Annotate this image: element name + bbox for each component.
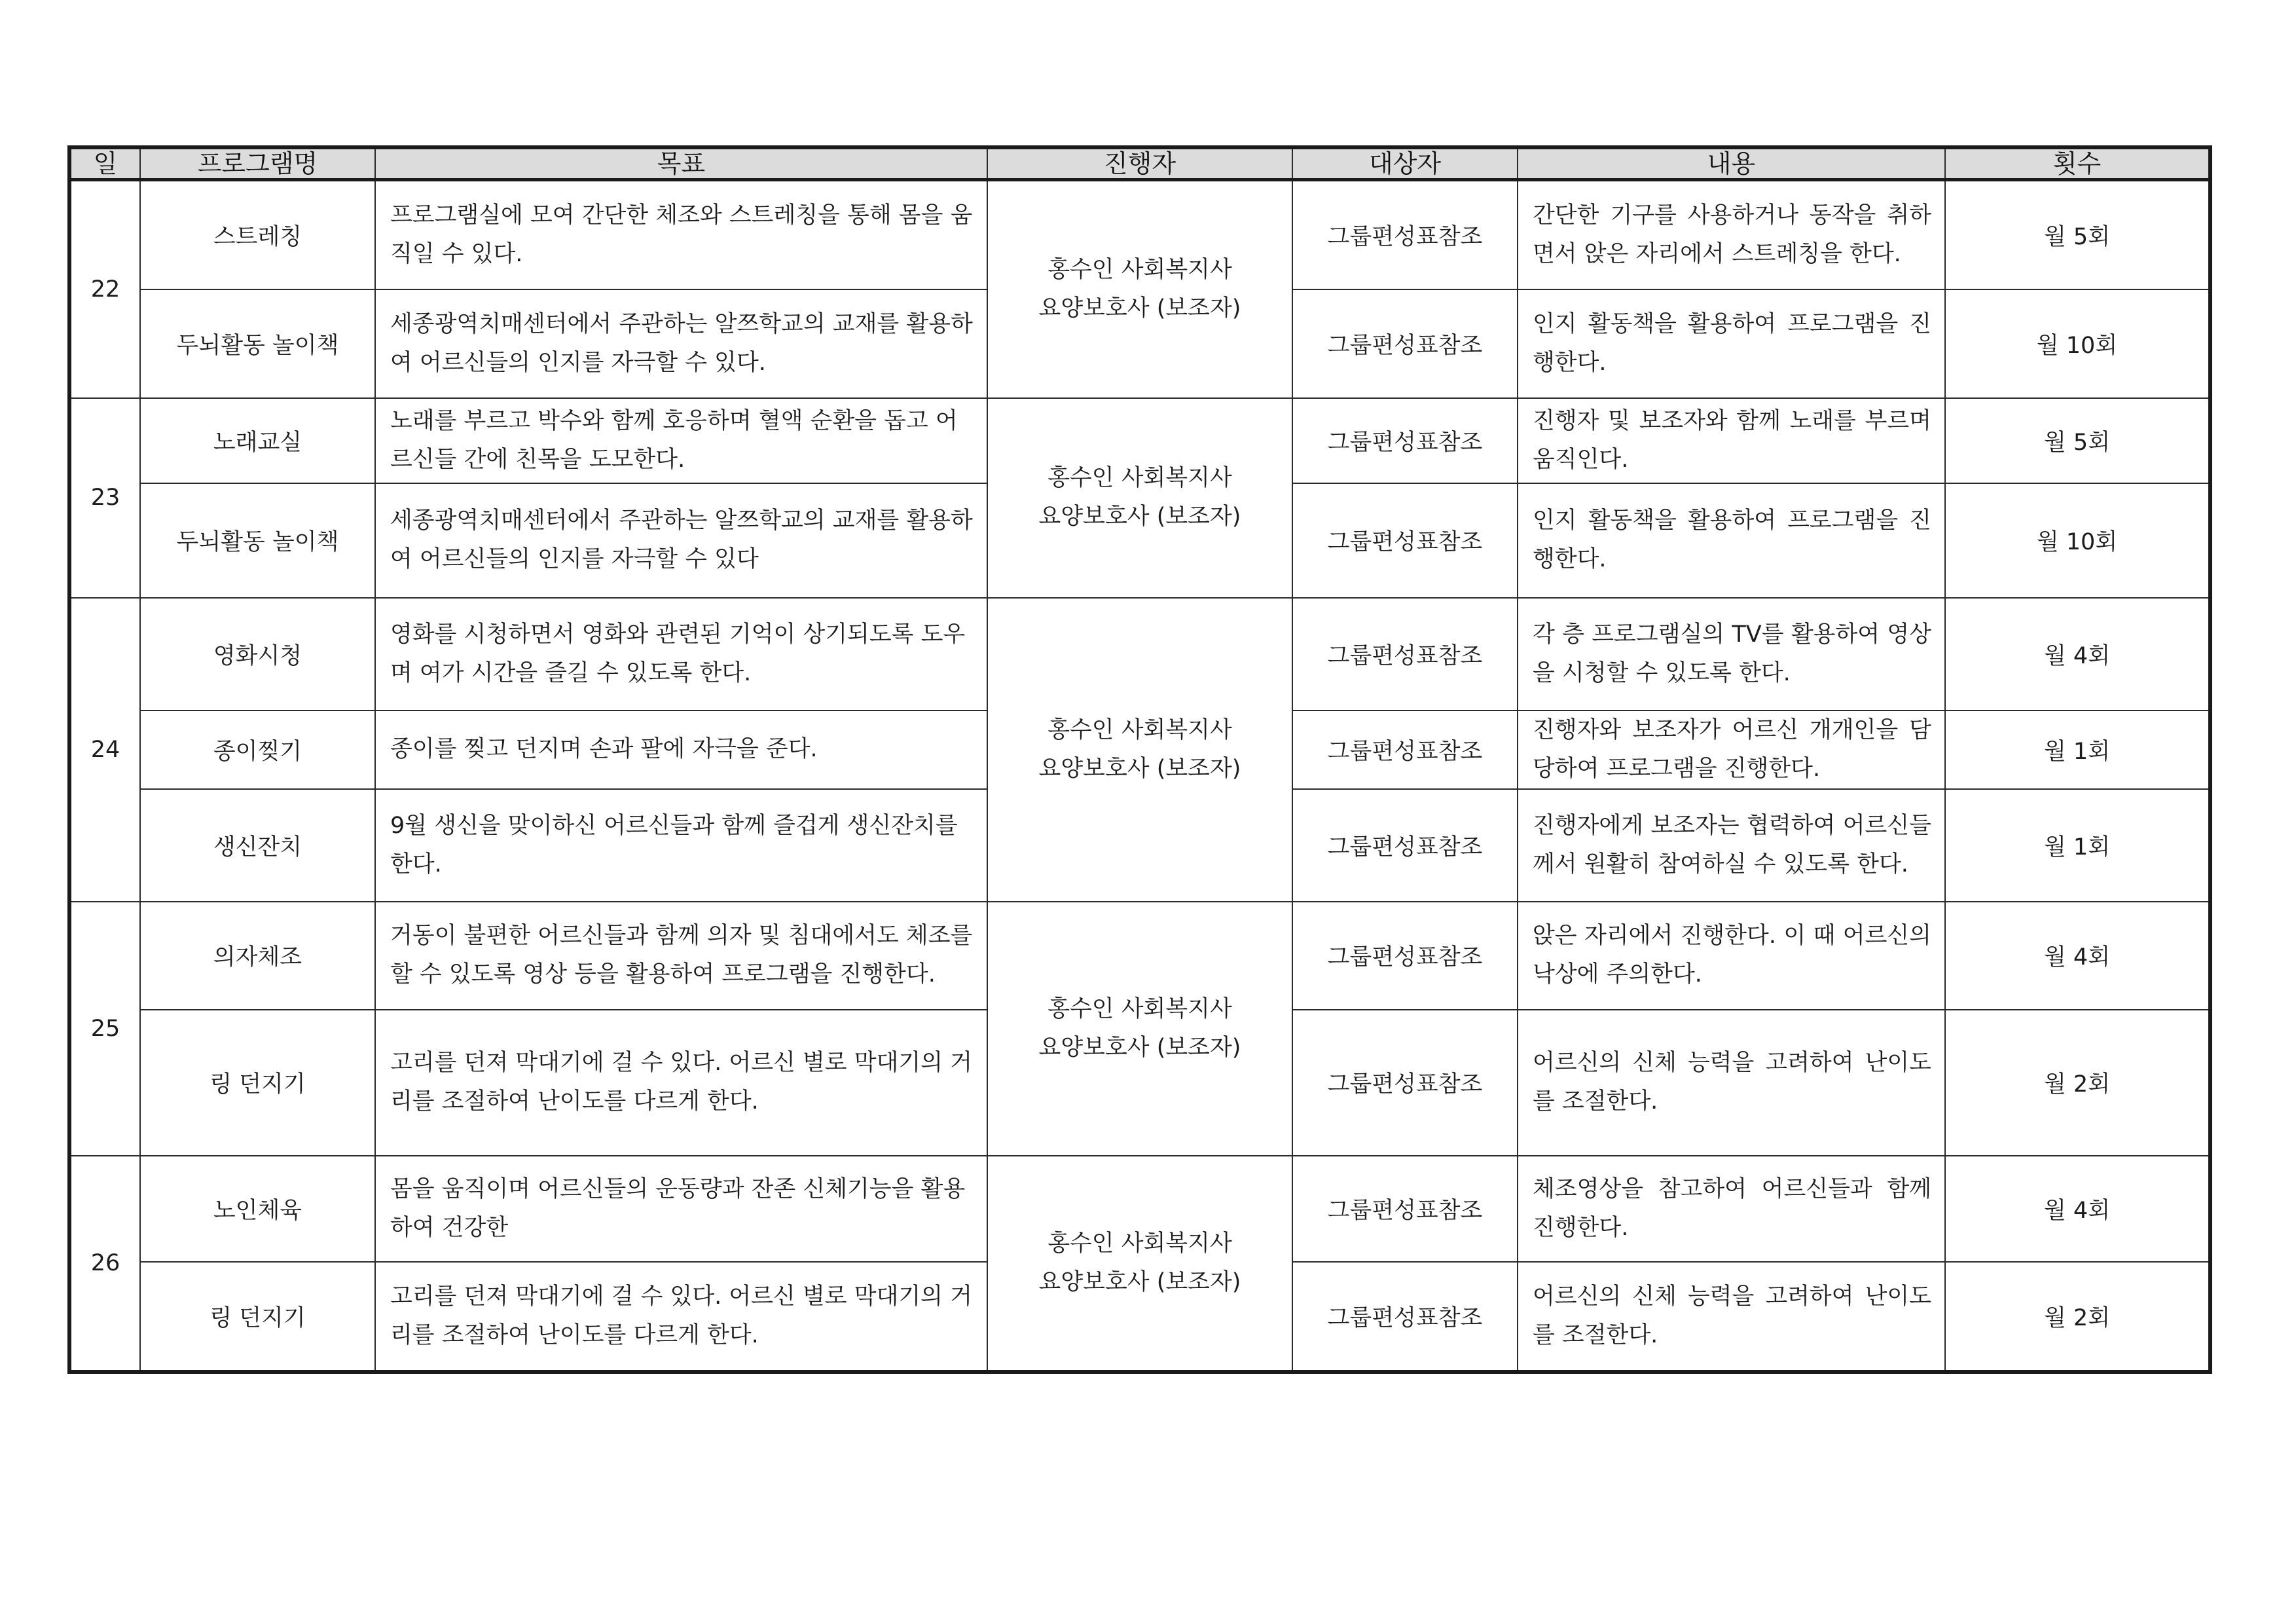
frequency-cell: 월 10회 [1945, 289, 2210, 398]
content-cell: 앉은 자리에서 진행한다. 이 때 어르신의 낙상에 주의한다. [1518, 902, 1945, 1010]
frequency-cell: 월 5회 [1945, 180, 2210, 289]
header-goal: 목표 [375, 147, 987, 180]
frequency-cell: 월 1회 [1945, 789, 2210, 902]
content-cell: 각 층 프로그램실의 TV를 활용하여 영상을 시청할 수 있도록 한다. [1518, 598, 1945, 710]
goal-cell: 영화를 시청하면서 영화와 관련된 기억이 상기되도록 도우며 여가 시간을 즐길 수 있도록 한다. [375, 598, 987, 710]
content-cell: 진행자 및 보조자와 함께 노래를 부르며 움직인다. [1518, 398, 1945, 483]
target-cell: 그룹편성표참조 [1292, 710, 1518, 789]
frequency-cell: 월 2회 [1945, 1010, 2210, 1156]
staff-cell [987, 180, 1292, 398]
content-cell: 어르신의 신체 능력을 고려하여 난이도를 조절한다. [1518, 1010, 1945, 1156]
staff-line-1: 홍수인 사회복지사 [1048, 465, 1232, 491]
table-row [69, 1156, 2210, 1262]
header-target: 대상자 [1292, 147, 1518, 180]
target-cell: 그룹편성표참조 [1292, 483, 1518, 598]
table-row [69, 180, 2210, 289]
program-name-cell: 노래교실 [140, 398, 375, 483]
target-cell: 그룹편성표참조 [1292, 398, 1518, 483]
target-cell: 그룹편성표참조 [1292, 598, 1518, 710]
frequency-cell: 월 4회 [1945, 1156, 2210, 1262]
goal-cell: 세종광역치매센터에서 주관하는 알쯔학교의 교재를 활용하여 어르신들의 인지를 자극할 수 있다 [375, 483, 987, 598]
program-schedule-table [67, 145, 2212, 1374]
program-name-cell: 영화시청 [140, 598, 375, 710]
header-content: 내용 [1518, 147, 1945, 180]
frequency-cell: 월 10회 [1945, 483, 2210, 598]
content-cell: 인지 활동책을 활용하여 프로그램을 진행한다. [1518, 289, 1945, 398]
goal-cell: 고리를 던져 막대기에 걸 수 있다. 어르신 별로 막대기의 거리를 조절하여 난이도를 다르게 한다. [375, 1262, 987, 1372]
staff-line-1: 홍수인 사회복지사 [1048, 256, 1232, 283]
frequency-cell: 월 1회 [1945, 710, 2210, 789]
staff-line-2: 요양보호사 (보조자) [1038, 295, 1241, 322]
program-name-cell: 링 던지기 [140, 1262, 375, 1372]
content-cell: 간단한 기구를 사용하거나 동작을 취하면서 앉은 자리에서 스트레칭을 한다. [1518, 180, 1945, 289]
staff-line-1: 홍수인 사회복지사 [1048, 716, 1232, 743]
header-program: 프로그램명 [140, 147, 375, 180]
staff-line-2: 요양보호사 (보조자) [1038, 504, 1241, 530]
table-header-row [69, 147, 2210, 180]
goal-cell: 프로그램실에 모여 간단한 체조와 스트레칭을 통해 몸을 움직일 수 있다. [375, 180, 987, 289]
frequency-cell: 월 5회 [1945, 398, 2210, 483]
day-cell: 22 [69, 180, 140, 398]
day-cell: 23 [69, 398, 140, 598]
staff-line-2: 요양보호사 (보조자) [1038, 755, 1241, 782]
header-day: 일 [69, 147, 140, 180]
staff-cell [987, 598, 1292, 902]
header-staff: 진행자 [987, 147, 1292, 180]
goal-cell: 고리를 던져 막대기에 걸 수 있다. 어르신 별로 막대기의 거리를 조절하여 난이도를 다르게 한다. [375, 1010, 987, 1156]
program-name-cell: 의자체조 [140, 902, 375, 1010]
program-name-cell: 두뇌활동 놀이책 [140, 289, 375, 398]
target-cell: 그룹편성표참조 [1292, 289, 1518, 398]
staff-cell [987, 398, 1292, 598]
staff-line-1: 홍수인 사회복지사 [1048, 995, 1232, 1022]
target-cell: 그룹편성표참조 [1292, 1010, 1518, 1156]
program-name-cell: 두뇌활동 놀이책 [140, 483, 375, 598]
target-cell: 그룹편성표참조 [1292, 902, 1518, 1010]
program-name-cell: 노인체육 [140, 1156, 375, 1262]
target-cell: 그룹편성표참조 [1292, 1262, 1518, 1372]
table-row [69, 398, 2210, 483]
content-cell: 진행자에게 보조자는 협력하여 어르신들께서 원활히 참여하실 수 있도록 한다. [1518, 789, 1945, 902]
table-row [69, 598, 2210, 710]
program-name-cell: 링 던지기 [140, 1010, 375, 1156]
day-cell: 25 [69, 902, 140, 1156]
goal-cell: 거동이 불편한 어르신들과 함께 의자 및 침대에서도 체조를 할 수 있도록 영상 등을 활용하여 프로그램을 진행한다. [375, 902, 987, 1010]
target-cell: 그룹편성표참조 [1292, 1156, 1518, 1262]
content-cell: 인지 활동책을 활용하여 프로그램을 진행한다. [1518, 483, 1945, 598]
staff-line-2: 요양보호사 (보조자) [1038, 1034, 1241, 1061]
frequency-cell: 월 4회 [1945, 902, 2210, 1010]
program-name-cell: 종이찢기 [140, 710, 375, 789]
staff-cell [987, 1156, 1292, 1372]
day-cell: 24 [69, 598, 140, 902]
staff-line-1: 홍수인 사회복지사 [1048, 1230, 1232, 1257]
frequency-cell: 월 2회 [1945, 1262, 2210, 1372]
goal-cell: 종이를 찢고 던지며 손과 팔에 자극을 준다. [375, 710, 987, 789]
content-cell: 체조영상을 참고하여 어르신들과 함께 진행한다. [1518, 1156, 1945, 1262]
table-row [69, 902, 2210, 1010]
frequency-cell: 월 4회 [1945, 598, 2210, 710]
day-cell: 26 [69, 1156, 140, 1372]
goal-cell: 몸을 움직이며 어르신들의 운동량과 잔존 신체기능을 활용하여 건강한 [375, 1156, 987, 1262]
target-cell: 그룹편성표참조 [1292, 789, 1518, 902]
goal-cell: 9월 생신을 맞이하신 어르신들과 함께 즐겁게 생신잔치를 한다. [375, 789, 987, 902]
content-cell: 어르신의 신체 능력을 고려하여 난이도를 조절한다. [1518, 1262, 1945, 1372]
staff-line-2: 요양보호사 (보조자) [1038, 1268, 1241, 1295]
program-name-cell: 스트레칭 [140, 180, 375, 289]
program-name-cell: 생신잔치 [140, 789, 375, 902]
header-frequency: 횟수 [1945, 147, 2210, 180]
goal-cell: 노래를 부르고 박수와 함께 호응하며 혈액 순환을 돕고 어르신들 간에 친목을 도모한다. [375, 398, 987, 483]
target-cell: 그룹편성표참조 [1292, 180, 1518, 289]
content-cell: 진행자와 보조자가 어르신 개개인을 담당하여 프로그램을 진행한다. [1518, 710, 1945, 789]
goal-cell: 세종광역치매센터에서 주관하는 알쯔학교의 교재를 활용하여 어르신들의 인지를 자극할 수 있다. [375, 289, 987, 398]
staff-cell [987, 902, 1292, 1156]
